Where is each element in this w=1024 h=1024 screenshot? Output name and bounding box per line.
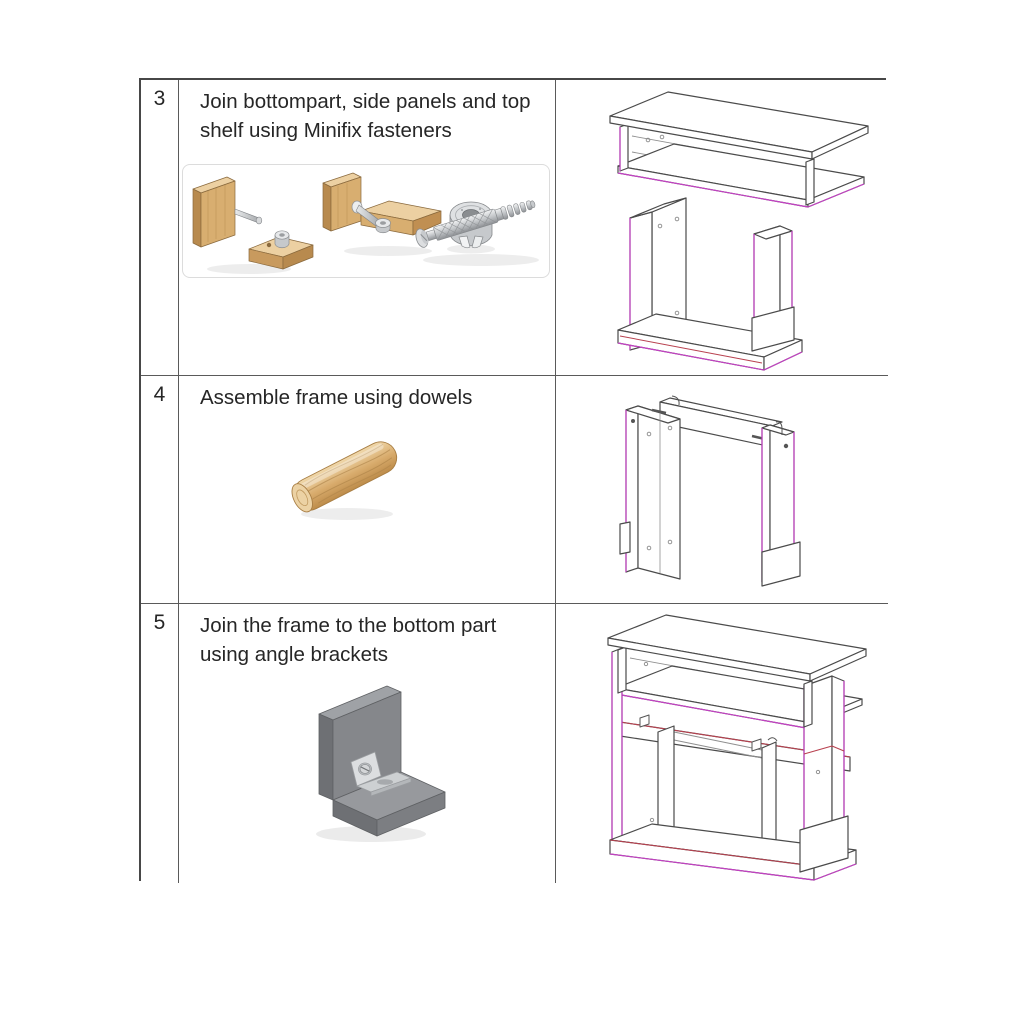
step-5-diagram-cell xyxy=(556,604,888,883)
minifix-fasteners-icon xyxy=(183,165,549,277)
step-number-cell xyxy=(141,80,179,376)
angle-bracket-icon xyxy=(285,674,449,850)
step-instruction: Assemble frame using dowels xyxy=(200,386,473,409)
assembled-mantel-diagram xyxy=(556,604,886,881)
step-4-instruction-cell xyxy=(179,376,556,604)
frame-assembly-diagram xyxy=(556,376,886,602)
dowel-hardware-image xyxy=(265,430,425,526)
minifix-corner-joint-icon xyxy=(323,173,441,235)
side-panels-on-bottom-part xyxy=(618,198,802,370)
step-number: 3 xyxy=(153,87,166,110)
wooden-dowel-icon xyxy=(265,430,425,526)
step-4-diagram-cell xyxy=(556,376,888,604)
step-number: 5 xyxy=(153,611,166,634)
minifix-hardware-image xyxy=(182,164,550,278)
step-instruction: Join the frame to the bottom part using angle brackets xyxy=(200,614,497,666)
shelf-and-side-panels-diagram xyxy=(556,80,886,372)
step-5-instruction-cell xyxy=(179,604,556,883)
step-3-diagram-cell xyxy=(556,80,888,376)
step-3-instruction-cell xyxy=(179,80,556,376)
angle-bracket-hardware-image xyxy=(285,674,449,850)
top-shelf-assembly xyxy=(610,92,868,207)
step-instruction: Join bottompart, side panels and top shelf using Minifix fasteners xyxy=(200,90,531,142)
step-number-cell xyxy=(141,376,179,604)
step-number-cell xyxy=(141,604,179,883)
step-number: 4 xyxy=(153,383,166,406)
minifix-panel-joint-icon xyxy=(193,177,313,269)
assembly-steps-table xyxy=(139,78,886,881)
